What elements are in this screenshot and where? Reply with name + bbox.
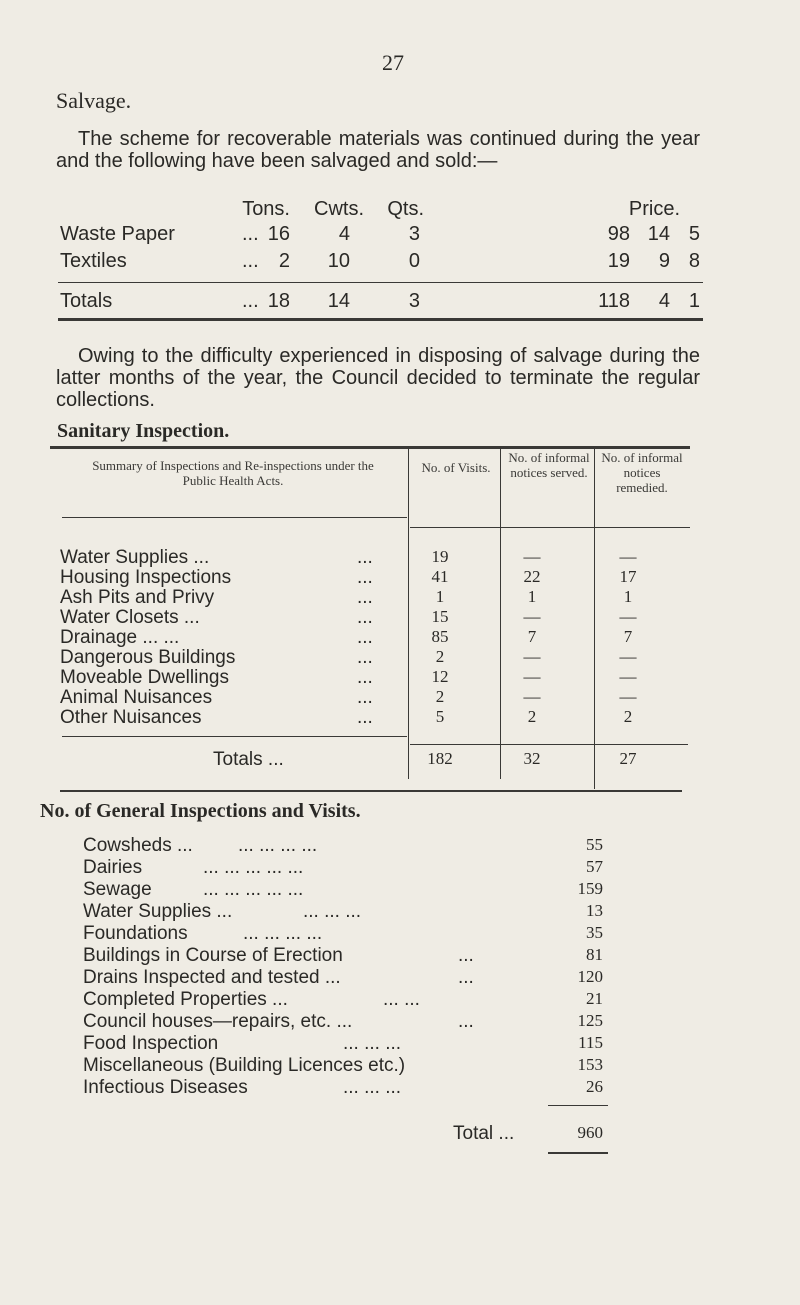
totals-price-pounds: 118 [598,290,630,312]
price-pence: 5 [688,223,700,245]
visits-value: 19 [431,547,449,566]
item-value: 115 [578,1033,603,1052]
row-label: Water Supplies ... [60,547,210,568]
row-dots: ... [357,567,373,588]
visits-value: 2 [435,687,445,706]
price-pounds: 19 [607,250,630,272]
item-value: 81 [586,945,603,964]
visits-value: 1 [435,587,445,606]
list-item [83,879,603,901]
item-label: Food Inspection [83,1033,219,1054]
totals-visits: 182 [427,749,453,768]
item-dots: ... ... [383,989,420,1010]
item-value: 26 [586,1077,603,1096]
item-dots: ... ... ... ... ... [203,879,304,900]
list-item [83,1033,603,1055]
cwts-value: 10 [327,250,350,272]
totals-tons: 18 [267,290,290,312]
item-label: Foundations [83,923,188,944]
row-label: Drainage ... ... [60,627,180,648]
item-value: 125 [577,1011,603,1030]
totals-served: 32 [523,749,541,768]
item-dots: ... [458,1011,474,1032]
visits-value: 85 [431,627,449,646]
total-value: 960 [577,1123,603,1142]
item-label: Drains Inspected and tested ... [83,967,341,988]
served-value: 7 [527,627,537,646]
remedied-value: 1 [623,587,633,606]
list-item [83,923,603,945]
item-label: Sewage [83,879,152,900]
qts-value: 0 [408,250,420,272]
row-dots: ... [357,647,373,668]
total-underline [548,1152,608,1154]
item-dots: ... ... ... ... [243,923,323,944]
price-shillings: 9 [658,250,670,272]
totals-label: Totals ... [213,749,284,770]
item-label: Completed Properties ... [83,989,288,1010]
salvage-intro: The scheme for recoverable materials was continued during the year and the following have been salvaged and sold:— [56,128,700,172]
item-value: 57 [586,857,603,876]
item-dots: ... [458,945,474,966]
list-item [83,835,603,857]
row-dots: ... [357,547,373,568]
list-item [83,1055,603,1077]
page-number: 27 [382,50,404,75]
row-label: Dangerous Buildings [60,647,236,668]
cwts-value: 4 [338,223,350,245]
totals-price-pence: 1 [688,290,700,312]
item-value: 55 [586,835,603,854]
served-value: — [523,547,541,566]
price-pence: 8 [688,250,700,272]
served-value: 2 [527,707,537,726]
item-dots: ... ... ... [303,901,362,922]
remedied-value: 7 [623,627,633,646]
price-shillings: 14 [647,223,670,245]
item-label: Water Supplies ... [83,901,233,922]
row-label: Textiles [60,250,127,272]
row-label: Moveable Dwellings [60,667,229,688]
row-label: Waste Paper [60,223,175,245]
list-item [83,989,603,1011]
item-dots: ... ... ... ... ... [203,857,304,878]
remedied-value: 17 [619,567,637,586]
list-item [83,901,603,923]
item-dots: ... [458,967,474,988]
salvage-note: Owing to the difficulty experienced in disposing of salvage during the latter months of the year, the Council decided to terminate the regular collections. [56,345,700,411]
totals-label: Totals [60,290,113,312]
item-value: 21 [586,989,603,1008]
item-value: 153 [577,1055,603,1074]
visits-value: 12 [431,667,449,686]
visits-value: 5 [435,707,445,726]
item-label: Dairies [83,857,143,878]
item-dots: ... ... ... [343,1077,402,1098]
list-item [83,945,603,967]
remedied-value: — [619,647,637,666]
served-value: 22 [523,567,541,586]
item-value: 35 [586,923,603,942]
row-dots: ... [357,667,373,688]
salvage-heading: Salvage. [56,88,132,113]
remedied-value: — [619,687,637,706]
row-dots: ... [357,707,373,728]
row-label: Animal Nuisances [60,687,213,708]
price-pounds: 98 [607,223,630,245]
visits-value: 15 [431,607,449,626]
header-served: No. of informal notices served. [508,450,590,480]
totals-qts: 3 [408,290,420,312]
served-value: 1 [527,587,537,606]
list-item [83,1077,603,1099]
visits-value: 2 [435,647,445,666]
totals-cwts: 14 [327,290,350,312]
totals-remedied: 27 [619,749,637,768]
list-item [83,967,603,989]
served-value: — [523,647,541,666]
totals-price-shillings: 4 [658,290,670,312]
row-dots: ... [357,587,373,608]
item-value: 120 [577,967,603,986]
remedied-value: 2 [623,707,633,726]
row-dots: ... [242,250,259,272]
row-label: Housing Inspections [60,567,232,588]
list-item [83,857,603,879]
row-dots: ... [242,223,259,245]
total-rule [548,1105,608,1106]
row-label: Water Closets ... [60,607,200,628]
item-label: Buildings in Course of Erection [83,945,343,966]
row-dots: ... [357,627,373,648]
header-summary: Summary of Inspections and Re-inspections under the Public Health Acts. [92,458,374,488]
total-row [83,1123,603,1145]
header-tons: Tons. [242,198,290,220]
visits-value: 41 [431,567,449,586]
remedied-value: — [619,667,637,686]
header-visits: No. of Visits. [421,460,491,475]
remedied-value: — [619,547,637,566]
item-label: Cowsheds ... [83,835,193,856]
served-value: — [523,607,541,626]
item-dots: ... ... ... [343,1033,402,1054]
list-item [83,1011,603,1033]
row-dots: ... [357,607,373,628]
item-value: 159 [577,879,603,898]
header-qts: Qts. [387,198,424,220]
header-cwts: Cwts. [314,198,364,220]
general-heading: No. of General Inspections and Visits. [40,800,361,822]
served-value: — [523,667,541,686]
tons-value: 16 [267,223,290,245]
item-dots: ... ... ... ... [238,835,318,856]
row-label: Ash Pits and Privy [60,587,215,608]
served-value: — [523,687,541,706]
item-label: Miscellaneous (Building Licences etc.) [83,1055,406,1076]
header-remedied: No. of informal notices remedied. [601,450,683,495]
qts-value: 3 [408,223,420,245]
sanitary-heading: Sanitary Inspection. [57,420,230,442]
totals-dots: ... [242,290,259,312]
item-label: Council houses—repairs, etc. ... [83,1011,353,1032]
tons-value: 2 [278,250,290,272]
row-dots: ... [357,687,373,708]
header-price: Price. [628,198,680,220]
row-label: Other Nuisances [60,707,202,728]
remedied-value: — [619,607,637,626]
item-label: Infectious Diseases [83,1077,248,1098]
total-label: Total ... [453,1123,515,1144]
item-value: 13 [586,901,603,920]
